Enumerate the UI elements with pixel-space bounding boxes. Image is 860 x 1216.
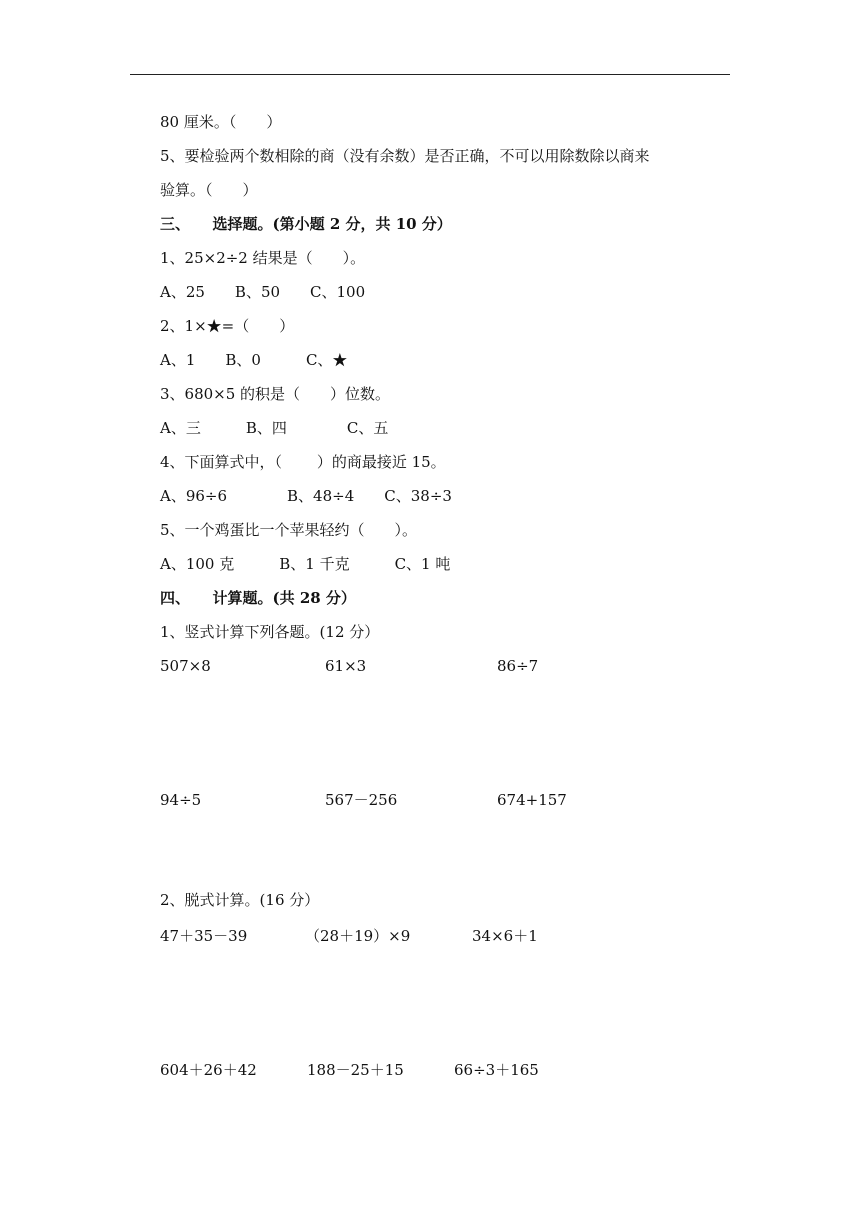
- choice-q2: 2、1×★=（ ）: [160, 317, 295, 335]
- judgement-item-5: 5、要检验两个数相除的商（没有余数）是否正确，不可以用除数除以商来: [160, 147, 650, 165]
- judgement-item-4-tail: 80 厘米。（ ）: [160, 113, 282, 131]
- section-3-heading: 三、 选择题。(第小题 2 分，共 10 分）: [160, 215, 452, 233]
- vertical-expr: 61×3: [325, 657, 367, 675]
- choice-q5: 5、一个鸡蛋比一个苹果轻约（ ）。: [160, 521, 418, 539]
- vertical-expr: 507×8: [160, 657, 211, 675]
- stepwise-calc-heading: 2、脱式计算。(16 分）: [160, 891, 320, 909]
- choice-q1-options: A、25 B、50 C、100: [160, 283, 366, 301]
- stepwise-expr: 188－25＋15: [307, 1061, 404, 1079]
- choice-q3: 3、680×5 的积是（ ）位数。: [160, 385, 391, 403]
- stepwise-expr: 34×6＋1: [472, 927, 538, 945]
- choice-q3-options: A、三 B、四 C、五: [160, 419, 389, 437]
- choice-q4-options: A、96÷6 B、48÷4 C、38÷3: [160, 487, 452, 505]
- section-4-heading: 四、 计算题。(共 28 分）: [160, 589, 356, 607]
- stepwise-expr: 66÷3＋165: [454, 1061, 539, 1079]
- stepwise-expr: 47＋35－39: [160, 927, 248, 945]
- vertical-expr: 86÷7: [497, 657, 539, 675]
- choice-q4: 4、下面算式中，（ ）的商最接近 15。: [160, 453, 446, 471]
- vertical-expr: 567－256: [325, 791, 398, 809]
- stepwise-expr: （28＋19）×9: [305, 927, 411, 945]
- choice-q5-options: A、100 克 B、1 千克 C、1 吨: [160, 555, 451, 573]
- vertical-expr: 94÷5: [160, 791, 202, 809]
- choice-q1: 1、25×2÷2 结果是（ ）。: [160, 249, 366, 267]
- vertical-calc-heading: 1、竖式计算下列各题。(12 分）: [160, 623, 380, 641]
- judgement-item-5-tail: 验算。（ ）: [160, 181, 258, 199]
- choice-q2-options: A、1 B、0 C、★: [160, 351, 348, 369]
- stepwise-expr: 604＋26＋42: [160, 1061, 257, 1079]
- vertical-expr: 674+157: [497, 791, 567, 809]
- header-rule: [130, 74, 730, 75]
